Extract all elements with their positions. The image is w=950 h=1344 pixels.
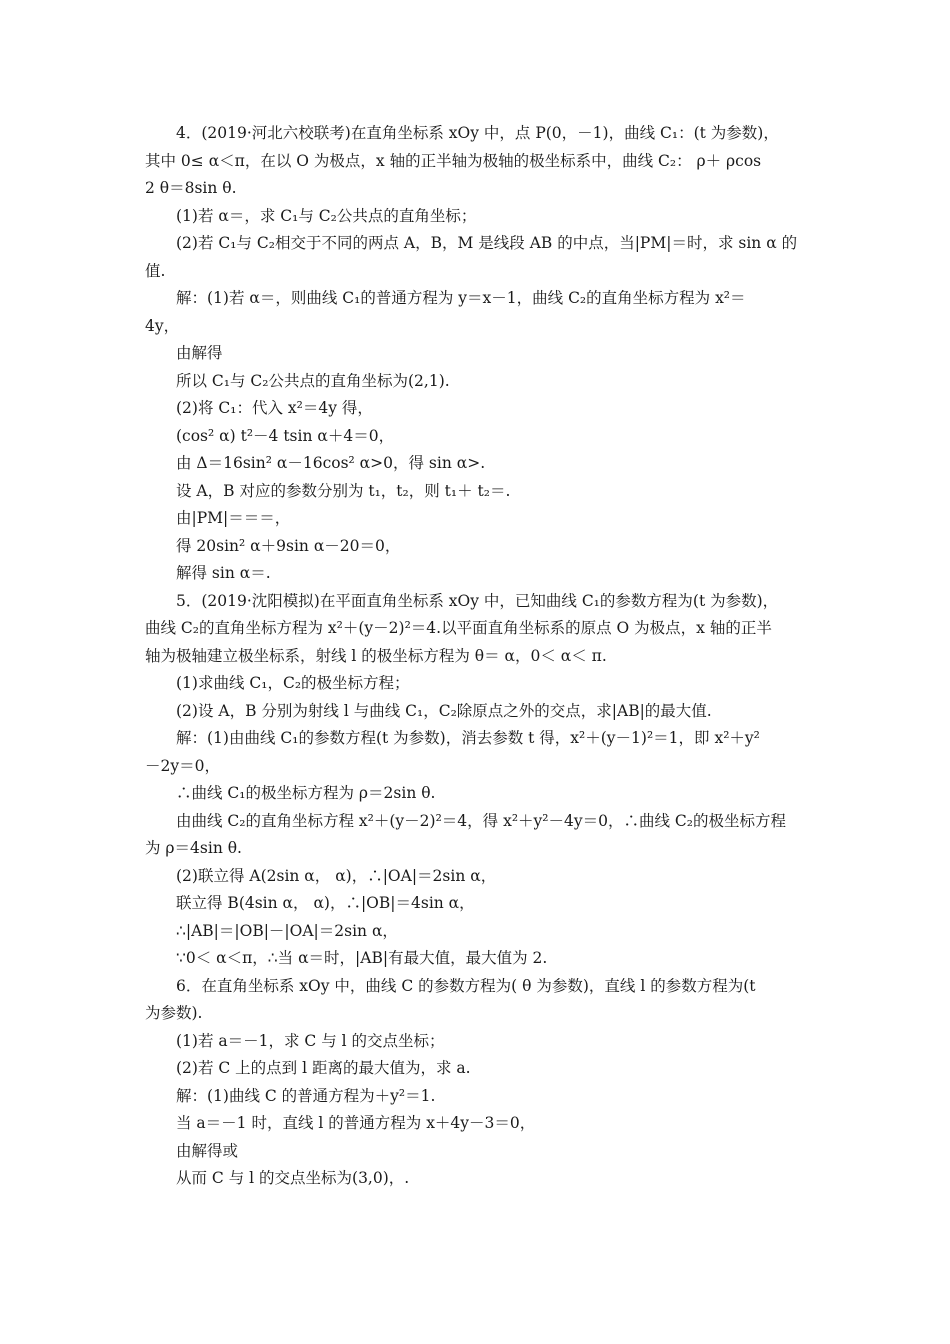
solution-6-line-1: 解：(1)曲线 C 的普通方程为＋y²＝1.	[176, 1087, 436, 1105]
problem-6-part-1: (1)若 a＝－1，求 C 与 l 的交点坐标；	[176, 1032, 445, 1050]
solution-5-line-6: (2)联立得 A(2sin α， α)，∴|OA|＝2sin α，	[176, 867, 497, 885]
solution-4-line-6: (cos² α) t²－4 tsin α＋4＝0，	[176, 427, 395, 445]
problem-4-statement-line-1: 4．(2019·河北六校联考)在直角坐标系 xOy 中，点 P(0，－1)，曲线 C₁：(t 为参数)，	[176, 124, 779, 142]
problem-5-statement-line-3: 轴为极轴建立极坐标系，射线 l 的极坐标方程为 θ＝ α，0＜ α＜ π.	[145, 647, 607, 665]
solution-4-line-4: 所以 C₁与 C₂公共点的直角坐标为(2,1).	[176, 372, 450, 390]
solution-4-line-1: 解：(1)若 α＝，则曲线 C₁的普通方程为 y＝x－1，曲线 C₂的直角坐标方程为 x²＝	[176, 289, 746, 307]
solution-4-line-7: 由 Δ＝16sin² α－16cos² α>0，得 sin α>.	[176, 454, 486, 472]
solution-6-line-4: 从而 C 与 l 的交点坐标为(3,0)，.	[176, 1169, 410, 1187]
problem-6-statement-line-2: 为参数).	[145, 1004, 203, 1022]
solution-4-line-11: 解得 sin α＝.	[176, 564, 271, 582]
solution-5-line-2: －2y＝0，	[145, 757, 220, 775]
problem-6-statement-line-1: 6．在直角坐标系 xOy 中，曲线 C 的参数方程为( θ 为参数)，直线 l 的参数方程为(t	[176, 977, 756, 995]
solution-6-line-2: 当 a＝－1 时，直线 l 的普通方程为 x＋4y－3＝0，	[176, 1114, 536, 1132]
solution-4-line-9: 由|PM|＝＝＝，	[176, 509, 291, 527]
solution-4-line-3: 由解得	[176, 344, 223, 362]
problem-5-statement-line-1: 5．(2019·沈阳模拟)在平面直角坐标系 xOy 中，已知曲线 C₁的参数方程为(t 为参数)，	[176, 592, 779, 610]
solution-6-line-3: 由解得或	[176, 1142, 239, 1160]
problem-6-part-2: (2)若 C 上的点到 l 距离的最大值为，求 a.	[176, 1059, 471, 1077]
problem-5-part-2: (2)设 A，B 分别为射线 l 与曲线 C₁，C₂除原点之外的交点，求|AB|的最大值.	[176, 702, 712, 720]
solution-5-line-9: ∵0＜ α＜π，∴当 α＝时，|AB|有最大值，最大值为 2.	[176, 949, 548, 967]
problem-4-part-2-line-2: 值.	[145, 262, 166, 280]
solution-5-line-8: ∴|AB|＝|OB|－|OA|＝2sin α，	[176, 922, 398, 940]
solution-5-line-7: 联立得 B(4sin α， α)，∴|OB|＝4sin α，	[176, 894, 475, 912]
problem-4-part-1: (1)若 α＝，求 C₁与 C₂公共点的直角坐标；	[176, 207, 477, 225]
problem-4-statement-line-2: 其中 0≤ α＜π，在以 O 为极点，x 轴的正半轴为极轴的极坐标系中，曲线 C₂： ρ＋ ρcos	[145, 152, 762, 170]
solution-4-line-5: (2)将 C₁：代入 x²＝4y 得，	[176, 399, 373, 417]
solution-4-line-10: 得 20sin² α＋9sin α－20＝0，	[176, 537, 401, 555]
solution-5-line-4: 由曲线 C₂的直角坐标方程 x²＋(y－2)²＝4，得 x²＋y²－4y＝0，∴曲线 C₂的极坐标方程	[176, 812, 787, 830]
problem-4-part-2-line-1: (2)若 C₁与 C₂相交于不同的两点 A，B，M 是线段 AB 的中点，当|PM|＝时，求 sin α 的	[176, 234, 798, 252]
solution-4-line-8: 设 A，B 对应的参数分别为 t₁，t₂，则 t₁＋ t₂＝.	[176, 482, 511, 500]
solution-4-line-2: 4y，	[145, 317, 180, 335]
solution-5-line-1: 解：(1)由曲线 C₁的参数方程(t 为参数)，消去参数 t 得，x²＋(y－1)²＝1，即 x²＋y²	[176, 729, 760, 747]
problem-4-statement-line-3: 2 θ＝8sin θ.	[145, 179, 237, 197]
solution-5-line-3: ∴曲线 C₁的极坐标方程为 ρ＝2sin θ.	[176, 784, 436, 802]
problem-5-part-1: (1)求曲线 C₁，C₂的极坐标方程；	[176, 674, 410, 692]
problem-5-statement-line-2: 曲线 C₂的直角坐标方程为 x²＋(y－2)²＝4.以平面直角坐标系的原点 O 为极点，x 轴的正半	[145, 619, 772, 637]
solution-5-line-5: 为 ρ＝4sin θ.	[145, 839, 242, 857]
